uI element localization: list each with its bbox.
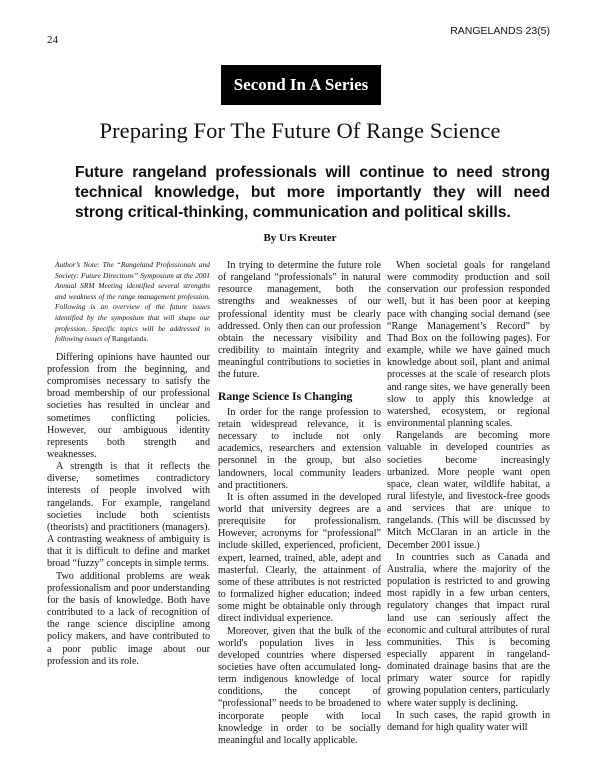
article-title: Preparing For The Future Of Range Science (99, 118, 501, 143)
body-paragraph: In such cases, the rapid growth in demand for high quality water will (387, 709, 550, 733)
authors-note-text: Author’s Note: The “Rangeland Professionals and Society: Future Directions” Symposium at the 2001 Annual SRM Meeting identified several strengths and weakness of the range management profession. Following is an overview of the future issues identified by the symposium that will shape our profession. Specific topics will be addressed in following issues of (55, 260, 210, 344)
body-paragraph: It is often assumed in the developed world that university degrees are a prerequisite for professionalism. However, acronyms for “professional” include skilled, experienced, proficient, expert, learned, trained, able, adept and masterful. Clearly, the attainment of some of these attributes is not restricted to formalized higher education; indeed some might be obtainable only through direct individual experience. (218, 491, 381, 625)
body-paragraph: Rangelands are becoming more valuable in developed countries as societies become increasingly urbanized. More people want open space, clean water, wildlife habitat, a rural lifestyle, and livestock-free goods and services that are unique to rangelands. (This will be discussed by Mitch McClaran in an article in the December 2001 issue.) (387, 430, 550, 551)
authors-note-publication: Rangelands. (111, 334, 149, 344)
body-paragraph: Differing opinions have haunted our profession from the beginning, and compromises necessary to satisfy the broad membership of our professional societies has resulted in unclear and sometimes conflicting policies. However, our ambiguous identity represents both strength and weaknesses. (47, 351, 210, 460)
page-number: 24 (47, 34, 58, 46)
article-deck: Future rangeland professionals will continue to need strong technical knowledge, but more importantly they will need strong critical-thinking, communication and political skills. (75, 164, 550, 221)
journal-header: RANGELANDS 23(5) (450, 25, 550, 37)
body-paragraph: A strength is that it reflects the diverse, sometimes contradictory interests of people involved with rangelands. For example, rangeland societies include both scientists (theorists) and practitioners (managers). A contrasting weakness of ambiguity is that it is difficult to define and market broad “fuzzy” concepts in simple terms. (47, 461, 210, 570)
section-subhead: Range Science Is Changing (218, 389, 353, 403)
body-paragraph: In countries such as Canada and Australia, where the majority of the population is restricted to and growing most rapidly in a few urban centers, regulatory changes that impact rural land use can seriously affect the economic and cultural attributes of rural communities. This is becoming especially apparent in rangeland-dominated drainage basins that are the primary water source for rapidly growing population centers, particularly where water supply is declining. (387, 551, 550, 709)
body-paragraph: In order for the range profession to retain widespread relevance, it is necessary to include not only academics, researchers and extension personnel in the group, but also landowners, local community leaders and practitioners. (218, 406, 381, 491)
body-paragraph: In trying to determine the future role of rangeland “professionals” in natural resource management, both the strengths and weaknesses of our professional identity must be clearly addressed. Only then can our profession obtain the necessary visibility and credibility to maintain integrity and meaningful contributions to societies in the future. (218, 260, 381, 381)
byline: By Urs Kreuter (263, 232, 337, 244)
authors-note (47, 260, 210, 345)
body-paragraph: When societal goals for rangeland were commodity production and soil conservation our profession responded well, but it has been poor at keeping pace with changing social demand (see “Range Management’s Record” by Thad Box on the following pages). For example, while we have gained much knowledge about soil, plant and animal processes at the scale of research plots and range sites, we have generally been slow to apply this knowledge at watershed, ecosystem, or regional environmental planning scales. (387, 260, 550, 430)
column-3 (387, 260, 550, 734)
body-paragraph: Moreover, given that the bulk of the world's population lives in less developed countries where dispersed societies have often accumulated long-term indigenous knowledge of local conditions, the concept of “professional” needs to be broadened to incorporate people with local knowledge in order to be socially meaningful and locally applicable. (218, 625, 381, 746)
column-1 (47, 260, 210, 668)
series-label: Second In A Series (221, 65, 381, 105)
column-2 (218, 260, 381, 747)
body-paragraph: Two additional problems are weak professionalism and poor understanding for the basis of knowledge. Both have contributed to a lack of recognition of the range science discipline among policy makers, and have contributed to a poor public image about our profession and its role. (47, 570, 210, 667)
